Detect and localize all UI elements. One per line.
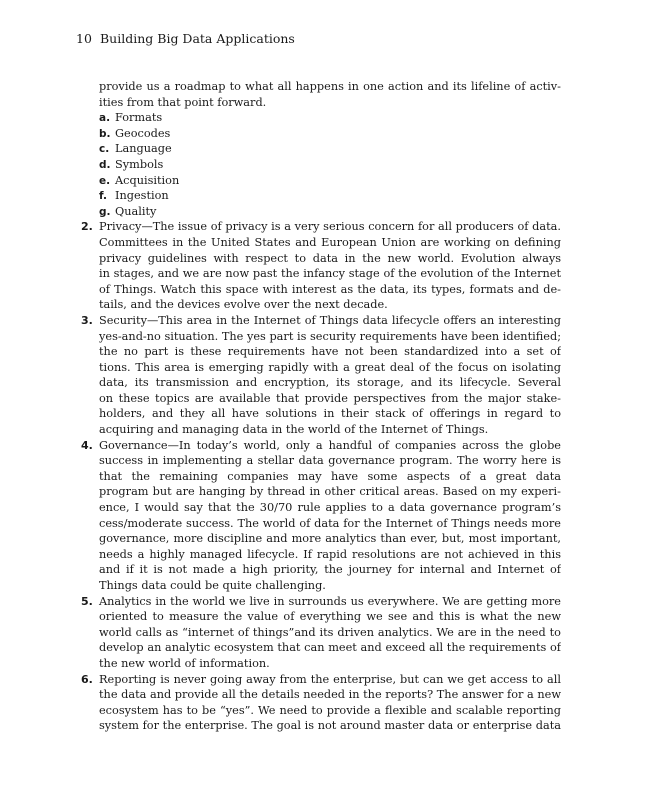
text-line bbox=[81, 219, 561, 235]
sub-item-letter: d. bbox=[99, 158, 111, 171]
text-line: Things data could be quite challenging. bbox=[99, 579, 326, 592]
text-line: needs a highly managed lifecycle. If rapid resolutions are not achieved in this bbox=[99, 547, 561, 561]
text-line: governance, more discipline and more analytics than ever, but, most important, bbox=[99, 532, 561, 546]
sub-item-text: Quality bbox=[115, 204, 157, 218]
item-text: Security—This area in the Internet of Things data lifecycle offers an interesting bbox=[99, 313, 561, 327]
text-line: the new world of information. bbox=[99, 656, 270, 670]
list-item-governance bbox=[81, 438, 561, 594]
sub-list-item bbox=[99, 204, 561, 220]
text-line bbox=[81, 672, 561, 688]
sub-item-text: Acquisition bbox=[115, 173, 180, 187]
text-line: that the remaining companies may have some aspects of a great data bbox=[99, 469, 561, 483]
text-line bbox=[81, 438, 561, 454]
sub-item-letter: c. bbox=[99, 143, 110, 156]
text-line: tions. This area is emerging rapidly with a great deal of the focus on isolating bbox=[99, 360, 561, 374]
item-number: 4. bbox=[81, 438, 93, 452]
sub-list-item bbox=[99, 110, 561, 126]
item-text: Reporting is never going away from the enterprise, but can we get access to all bbox=[99, 672, 561, 686]
item-number: 5. bbox=[81, 594, 93, 608]
text-line: data, its transmission and encryption, its storage, and its lifecycle. Several bbox=[99, 376, 561, 390]
item-number: 2. bbox=[81, 220, 93, 234]
sub-item-text: Formats bbox=[115, 111, 163, 125]
item-text: Analytics in the world we live in surrounds us everywhere. We are getting more bbox=[99, 594, 561, 608]
sub-item-letter: a. bbox=[99, 112, 111, 125]
list-item-privacy bbox=[81, 219, 561, 313]
sub-list-item bbox=[99, 141, 561, 157]
sub-list-item bbox=[99, 188, 561, 204]
item-number: 3. bbox=[81, 313, 93, 327]
sub-item-text: Symbols bbox=[115, 157, 164, 171]
text-line: on these topics are available that provide perspectives from the major stake- bbox=[99, 391, 561, 405]
text-line: ecosystem has to be “yes”. We need to provide a flexible and scalable reporting bbox=[99, 703, 561, 717]
text-line: system for the enterprise. The goal is not around master data or enterprise data bbox=[99, 719, 561, 733]
text-line: acquiring and managing data in the world of the Internet of Things. bbox=[99, 423, 489, 437]
sub-item-letter: f. bbox=[99, 190, 107, 203]
text-line: cess/moderate success. The world of data for the Internet of Things needs more bbox=[99, 516, 561, 530]
sub-item-letter: b. bbox=[99, 127, 111, 140]
sub-item-text: Language bbox=[115, 142, 172, 156]
text-line: oriented to measure the value of everything we see and this is what the new bbox=[99, 610, 561, 624]
text-line: holders, and they all have solutions in their stack of offerings in regard to bbox=[99, 407, 561, 421]
list-item-reporting bbox=[81, 672, 561, 734]
sub-item-letter: g. bbox=[99, 205, 111, 218]
body-text bbox=[81, 79, 561, 734]
sub-list-item bbox=[99, 173, 561, 189]
sub-item-text: Geocodes bbox=[115, 126, 171, 140]
text-line bbox=[81, 313, 561, 329]
running-header bbox=[76, 31, 295, 46]
text-line: success in implementing a stellar data governance program. The worry here is bbox=[99, 454, 561, 468]
text-line: the no part is these requirements have not been standardized into a set of bbox=[99, 345, 561, 359]
sub-list-item bbox=[99, 157, 561, 173]
text-line bbox=[81, 594, 561, 610]
text-line: the data and provide all the details needed in the reports? The answer for a new bbox=[99, 688, 561, 702]
list-item-security bbox=[81, 313, 561, 438]
text-line: of Things. Watch this space with interest as the data, its types, formats and de- bbox=[99, 282, 561, 296]
sub-item-text: Ingestion bbox=[115, 189, 169, 203]
list-item-analytics bbox=[81, 594, 561, 672]
item-number: 6. bbox=[81, 672, 93, 686]
sub-list bbox=[81, 110, 561, 219]
text-line: program but are hanging by thread in other critical areas. Based on my experi- bbox=[99, 485, 561, 499]
text-line: tails, and the devices evolve over the next decade. bbox=[99, 298, 388, 312]
running-title: Building Big Data Applications bbox=[100, 31, 295, 46]
intro-paragraph bbox=[81, 79, 561, 110]
text-line: yes-and-no situation. The yes part is security requirements have been identified; bbox=[99, 329, 561, 343]
text-line: world calls as “internet of things”and its driven analytics. We are in the need to bbox=[99, 625, 561, 639]
text-line: develop an analytic ecosystem that can meet and exceed all the requirements of bbox=[99, 641, 561, 655]
text-line: Committees in the United States and European Union are working on defining bbox=[99, 235, 561, 249]
sub-item-letter: e. bbox=[99, 174, 111, 187]
item-text: Governance—In today’s world, only a handful of companies across the globe bbox=[99, 438, 561, 452]
item-text: Privacy—The issue of privacy is a very serious concern for all producers of data. bbox=[99, 220, 561, 234]
text-line: and if it is not made a high priority, the journey for internal and Internet of bbox=[99, 563, 561, 577]
text-line: provide us a roadmap to what all happens in one action and its lifeline of activ- bbox=[99, 80, 561, 93]
text-line: ities from that point forward. bbox=[99, 95, 267, 109]
sub-list-item bbox=[99, 126, 561, 142]
text-line: ence, I would say that the 30/70 rule applies to a data governance program’s bbox=[99, 501, 561, 515]
text-line: in stages, and we are now past the infancy stage of the evolution of the Internet bbox=[99, 267, 561, 281]
text-line: privacy guidelines with respect to data in the new world. Evolution always bbox=[99, 251, 561, 265]
page-number: 10 bbox=[76, 31, 92, 46]
